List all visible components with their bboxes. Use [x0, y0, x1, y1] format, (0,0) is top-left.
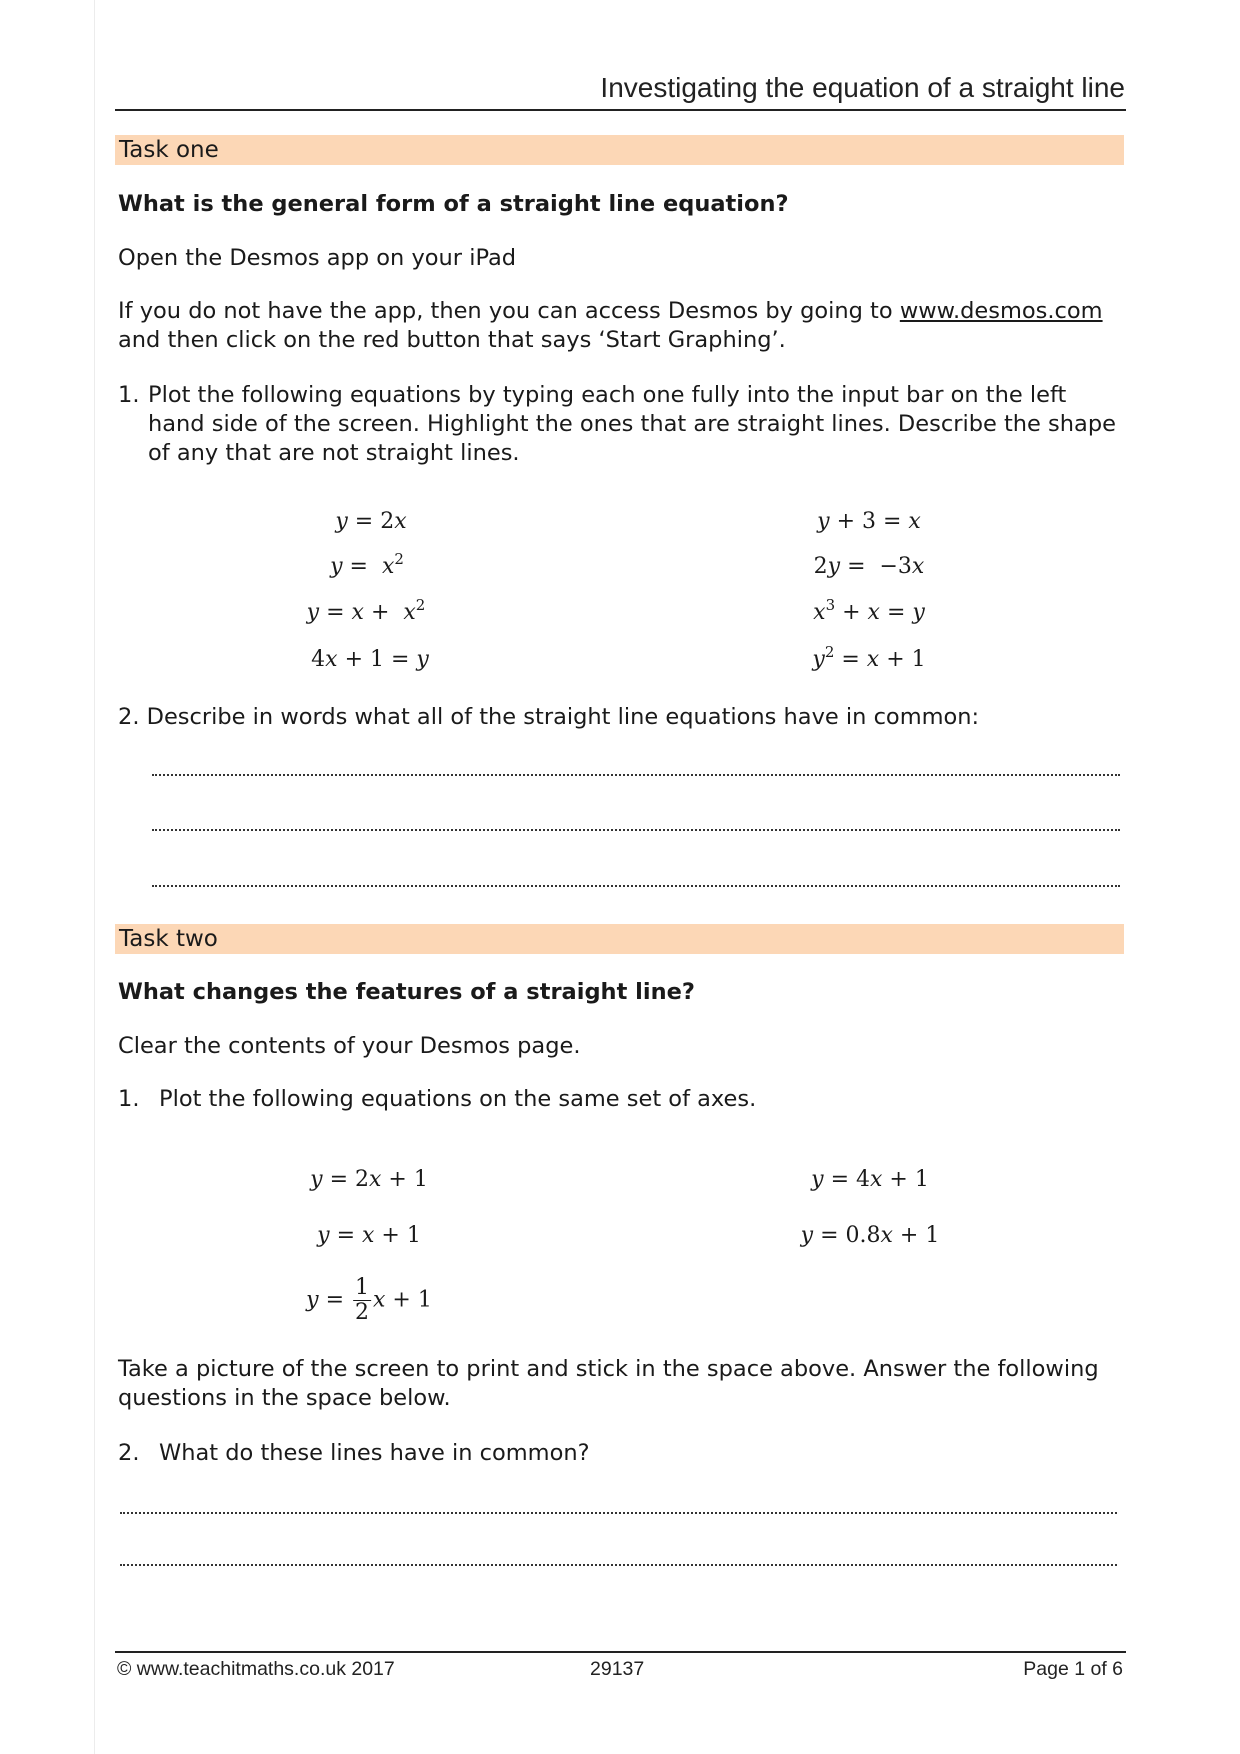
- equation: $y = x^2$: [330, 550, 404, 579]
- task-one-intro: Open the Desmos app on your iPad: [118, 245, 517, 271]
- equation: y = 2x: [335, 509, 407, 534]
- access-line-2: and then click on the red button that says ‘Start Graphing’.: [118, 327, 786, 353]
- header-rule: [115, 109, 1126, 111]
- answer-line[interactable]: [152, 885, 1120, 887]
- task-two-instruction-line-1: Take a picture of the screen to print and stick in the space above. Answer the following: [118, 1356, 1099, 1382]
- footer-code: 29137: [590, 1658, 645, 1680]
- task-one-heading: Task one: [115, 135, 1124, 165]
- equation: 4x + 1 = y: [311, 647, 429, 672]
- desmos-link[interactable]: www.desmos.com: [899, 298, 1103, 324]
- footer-copyright: © www.teachitmaths.co.uk 2017: [117, 1658, 395, 1680]
- equation: y = $\frac{1}{2}$ x + 1: [306, 1275, 432, 1325]
- task-two-question: What changes the features of a straight line?: [118, 979, 695, 1005]
- equation: y = 2x + 1: [310, 1167, 428, 1192]
- page-edge: [94, 0, 95, 1754]
- task-two-item-2-number: 2.: [118, 1440, 140, 1466]
- task-two-intro: Clear the contents of your Desmos page.: [118, 1033, 581, 1059]
- equation: y = x + 1: [317, 1223, 421, 1248]
- page-title: Investigating the equation of a straight line: [600, 72, 1125, 103]
- equation: y = 4x + 1: [811, 1167, 929, 1192]
- task-two-item-1-text: Plot the following equations on the same set of axes.: [159, 1086, 757, 1112]
- equation: y = 0.8x + 1: [800, 1223, 940, 1248]
- task-one-item-2: 2. Describe in words what all of the straight line equations have in common:: [118, 704, 980, 730]
- footer-rule: [115, 1651, 1126, 1653]
- access-line-1: [118, 297, 1103, 326]
- equation: 2y = −3x: [813, 554, 925, 579]
- equation: $y^2 = x + 1$: [812, 643, 926, 672]
- answer-line[interactable]: [120, 1564, 1117, 1566]
- equation: $x^3 + x = y$: [813, 596, 925, 625]
- task-two-item-2-text: What do these lines have in common?: [159, 1440, 590, 1466]
- task-one-question: What is the general form of a straight line equation?: [118, 191, 789, 217]
- task-two-heading: Task two: [115, 924, 1124, 954]
- task-one-item-1-line-3: of any that are not straight lines.: [148, 440, 520, 466]
- fraction: $\frac{1}{2}$: [355, 1275, 370, 1325]
- task-one-item-1-line-1: Plot the following equations by typing each one fully into the input bar on the left: [148, 382, 1067, 408]
- task-one-item-1-number: 1.: [118, 382, 140, 408]
- access-line-1-text: If you do not have the app, then you can access Desmos by going to: [118, 298, 900, 324]
- equation: $y = x + x^2$: [306, 596, 426, 625]
- task-one-item-1-line-2: hand side of the screen. Highlight the ones that are straight lines. Describe the shape: [148, 411, 1116, 437]
- answer-line[interactable]: [152, 829, 1120, 831]
- task-two-item-1-number: 1.: [118, 1086, 140, 1112]
- answer-line[interactable]: [120, 1512, 1117, 1514]
- footer-page-number: Page 1 of 6: [1023, 1658, 1123, 1680]
- equation: y + 3 = x: [817, 509, 921, 534]
- answer-line[interactable]: [152, 774, 1120, 776]
- task-two-instruction-line-2: questions in the space below.: [118, 1385, 451, 1411]
